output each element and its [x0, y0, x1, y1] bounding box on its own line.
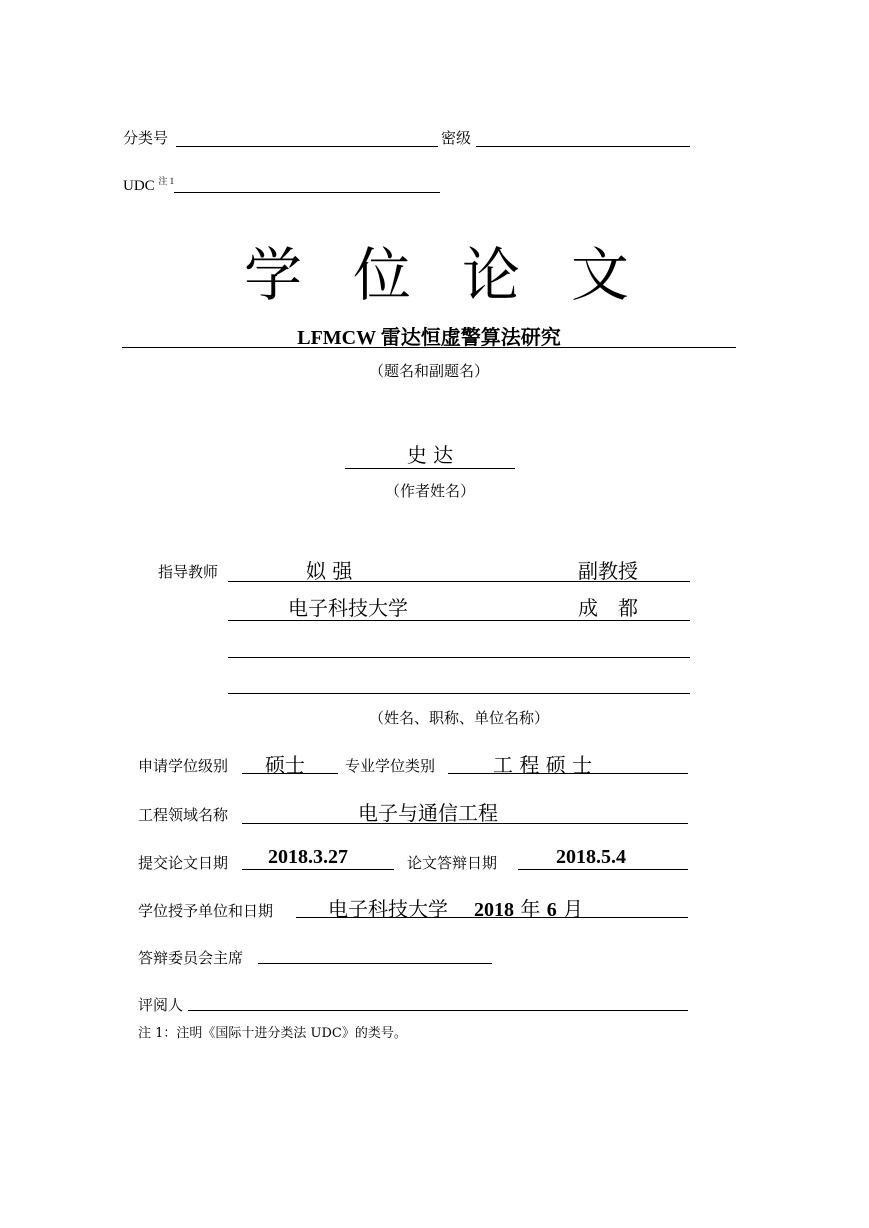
secrecy-label: 密级: [441, 129, 472, 147]
classification-label: 分类号: [123, 129, 169, 147]
degree-level-field[interactable]: [242, 773, 338, 774]
classification-field[interactable]: [176, 146, 438, 147]
field-name-field[interactable]: [242, 823, 688, 824]
author-caption: （作者姓名）: [384, 482, 475, 500]
degree-category-label: 专业学位类别: [345, 757, 436, 775]
thesis-title-rule: [122, 347, 736, 348]
main-title-char: 文: [570, 241, 629, 309]
field-name-label: 工程领域名称: [138, 806, 229, 824]
author-rule: [345, 468, 515, 469]
submit-date-label: 提交论文日期: [138, 854, 229, 872]
advisor-line-3[interactable]: [228, 657, 690, 658]
thesis-title: LFMCW 雷达恒虚警算法研究: [297, 327, 561, 349]
udc-label: UDC $^{注 1}$: [123, 176, 175, 194]
degree-category-field[interactable]: [448, 773, 688, 774]
advisor-caption: （姓名、职称、单位名称）: [368, 709, 549, 727]
main-title-char: 论: [461, 241, 520, 309]
submit-date-value: 2018.3.27: [268, 846, 348, 868]
defense-date-field[interactable]: [518, 869, 688, 870]
advisor-label: 指导教师: [158, 563, 219, 581]
advisor-name: 姒 强: [306, 559, 353, 583]
udc-field[interactable]: [174, 192, 440, 193]
author-name: 史 达: [406, 443, 454, 467]
defense-date-label: 论文答辩日期: [407, 854, 498, 872]
degree-level-value: 硕士: [265, 753, 305, 777]
title-caption: （题名和副题名）: [368, 362, 489, 380]
field-name-value: 电子与通信工程: [358, 801, 498, 825]
advisor-unit: 电子科技大学: [288, 596, 408, 620]
advisor-line-1[interactable]: [228, 581, 690, 582]
degree-category-value: 工 程 硕 士: [493, 753, 593, 777]
degree-level-label: 申请学位级别: [138, 757, 229, 775]
main-title-char: 位: [352, 241, 411, 309]
reviewer-label: 评阅人: [138, 996, 184, 1014]
submit-date-field[interactable]: [242, 869, 394, 870]
advisor-line-2[interactable]: [228, 620, 690, 621]
advisor-city: 成 都: [578, 596, 638, 620]
footnote: 注 1：注明《国际十进分类法 UDC》的类号。: [138, 1026, 407, 1041]
advisor-rank: 副教授: [578, 559, 638, 583]
advisor-line-4[interactable]: [228, 693, 690, 694]
chair-label: 答辩委员会主席: [138, 949, 244, 967]
main-title-char: 学: [244, 241, 303, 309]
chair-field[interactable]: [258, 963, 492, 964]
grant-unit: 电子科技大学 2018 年 6 月: [328, 897, 584, 921]
main-title: [244, 228, 629, 312]
udc-note-mark: 注 1: [158, 176, 175, 186]
reviewer-field[interactable]: [188, 1010, 688, 1011]
grant-field[interactable]: [296, 917, 688, 918]
grant-label: 学位授予单位和日期: [138, 902, 274, 920]
defense-date-value: 2018.5.4: [556, 846, 626, 868]
secrecy-field[interactable]: [476, 146, 690, 147]
